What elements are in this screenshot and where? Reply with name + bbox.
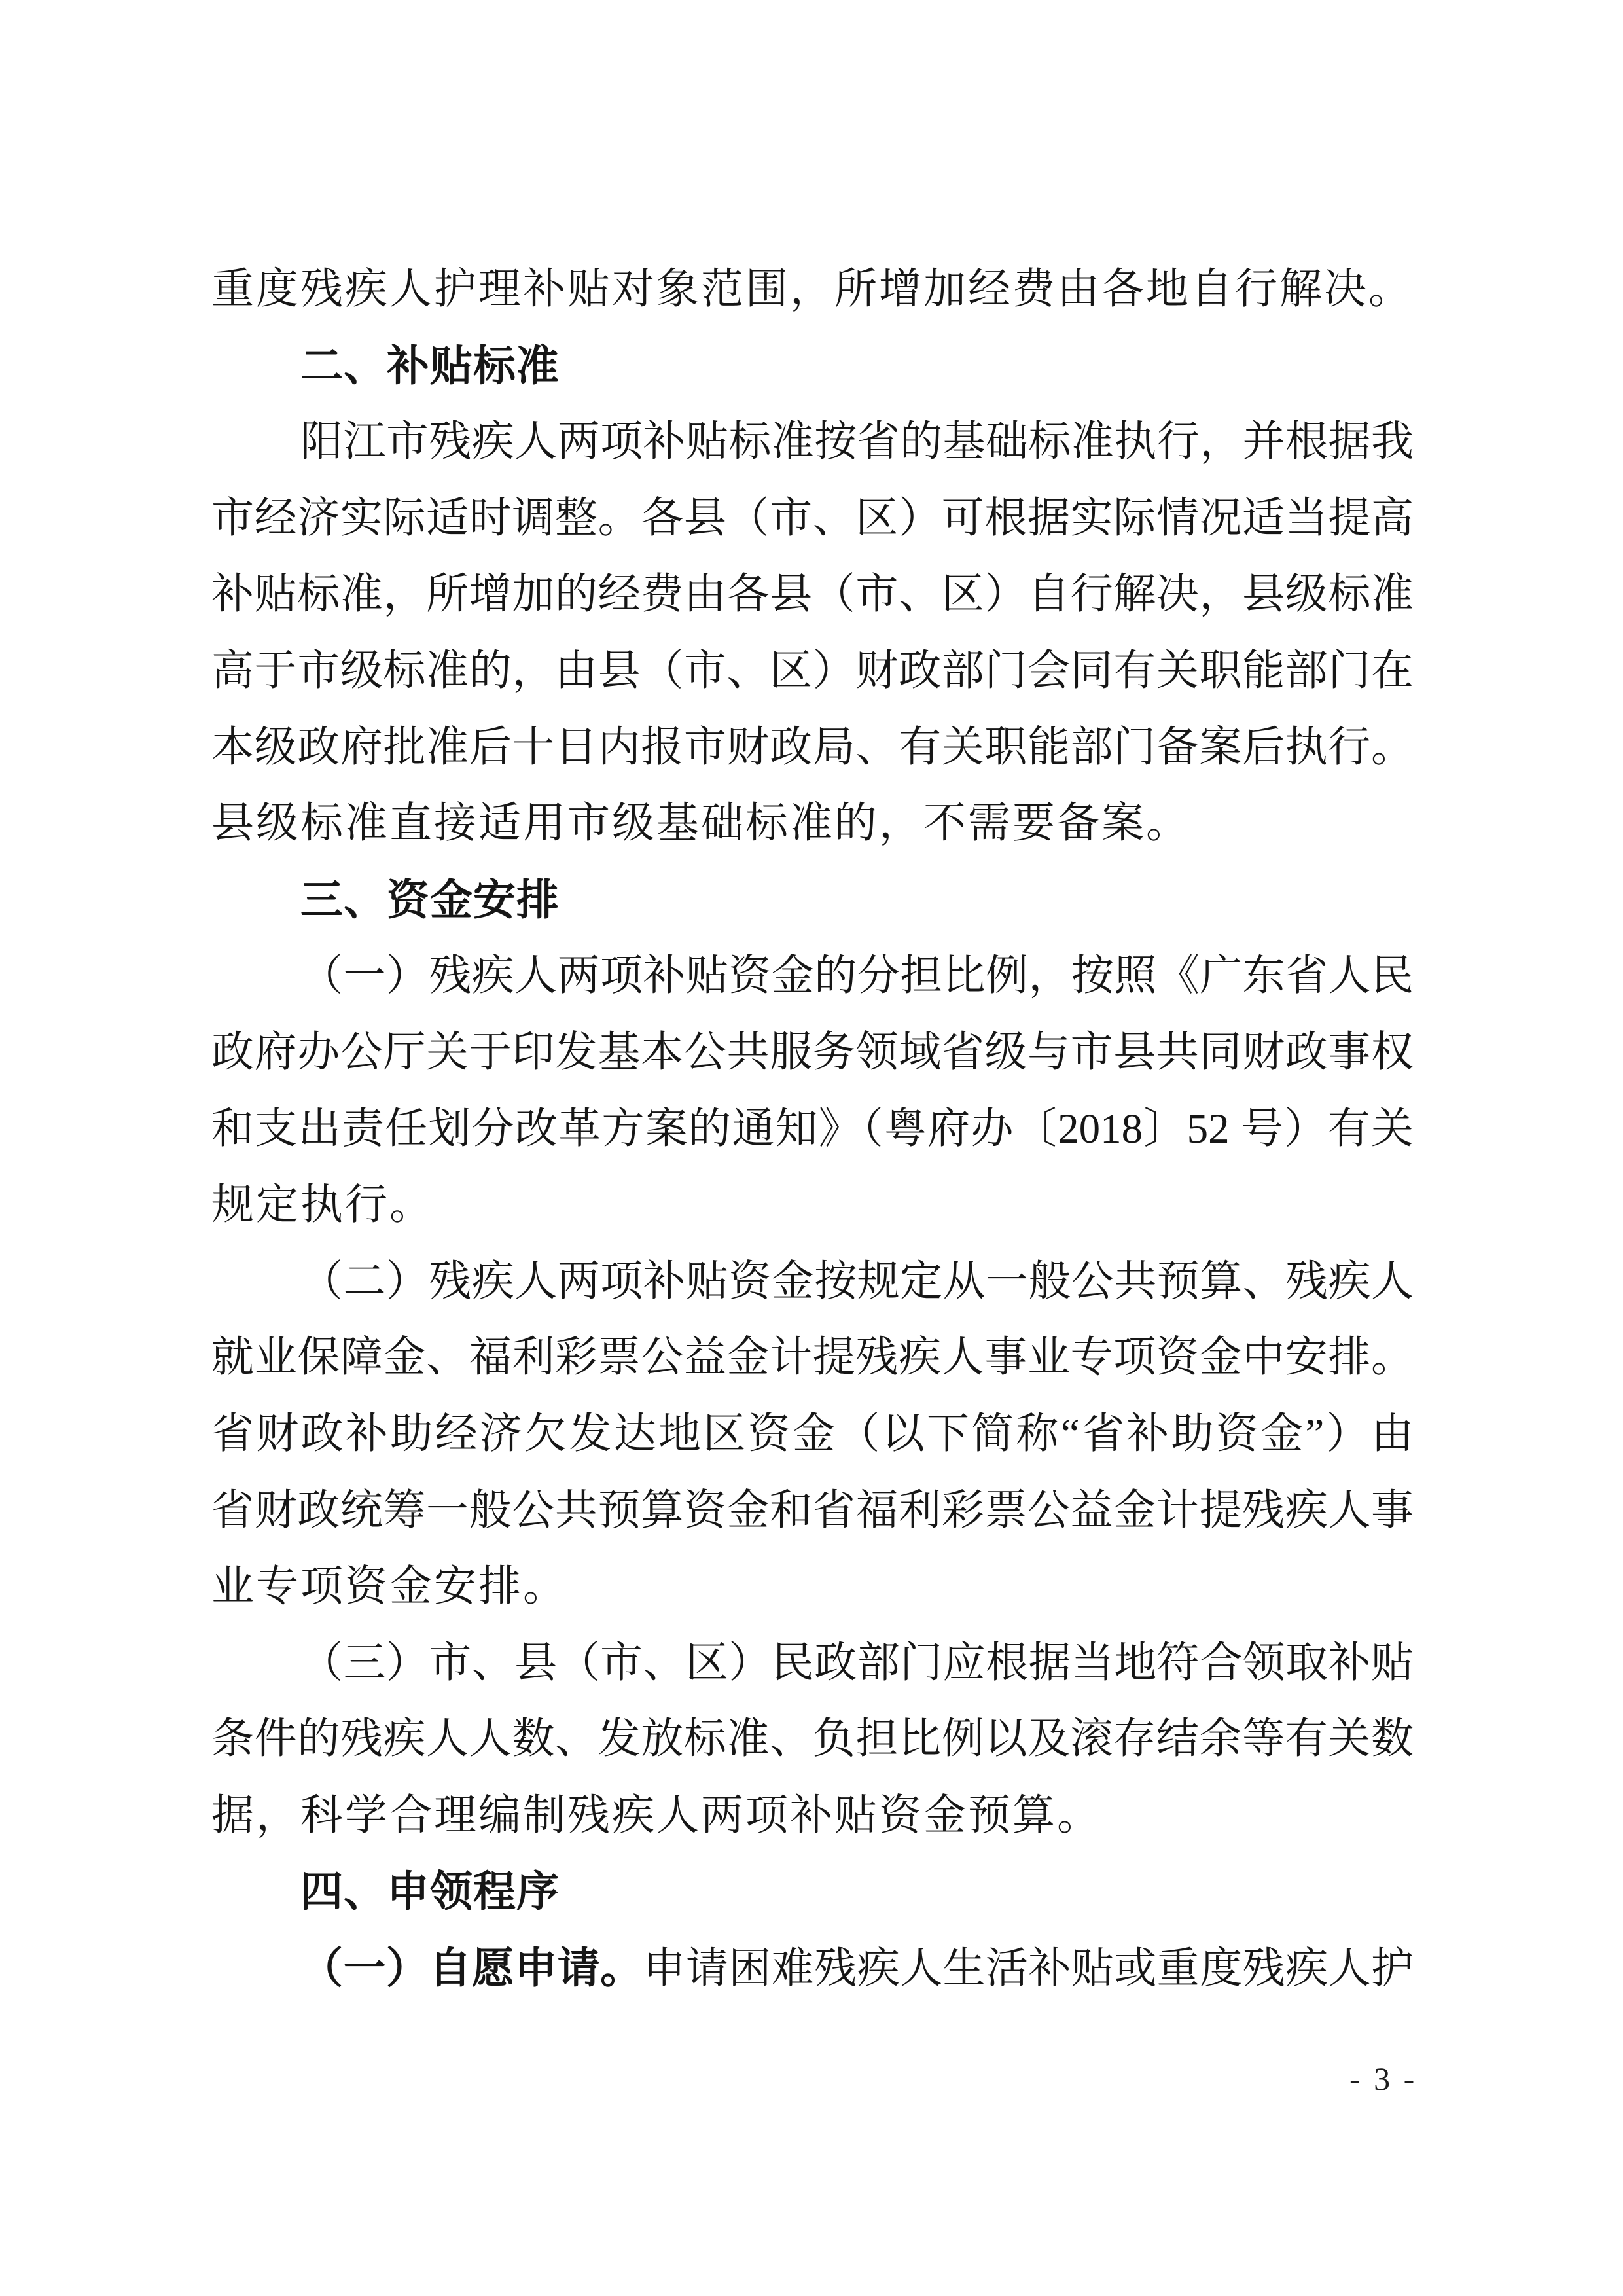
text-line: 政府办公厅关于印发基本公共服务领域省级与市县共同财政事权: [211, 1028, 1414, 1076]
section-heading-4: 四、申领程序: [300, 1867, 560, 1916]
text-line: 市经济实际适时调整。各县（市、区）可根据实际情况适当提高: [211, 494, 1414, 542]
paragraph-lead-bold: （一）自愿申请。: [300, 1944, 643, 1992]
text-line: （三）市、县（市、区）民政部门应根据当地符合领取补贴: [300, 1639, 1414, 1687]
text-line: 和支出责任划分改革方案的通知》（粤府办〔2018〕52 号）有关: [211, 1105, 1414, 1153]
text-line: 阳江市残疾人两项补贴标准按省的基础标准执行，并根据我: [300, 418, 1414, 466]
text-line: （一）残疾人两项补贴资金的分担比例，按照《广东省人民: [300, 952, 1414, 1000]
text-line: 业专项资金安排。: [211, 1563, 568, 1611]
text-line: 县级标准直接适用市级基础标准的，不需要备案。: [211, 800, 1191, 848]
document-body: [211, 251, 1414, 2007]
text-line: 规定执行。: [211, 1181, 435, 1229]
text-line: 条件的残疾人人数、发放标准、负担比例以及滚存结余等有关数: [211, 1715, 1414, 1763]
paragraph-continuation: 申请困难残疾人生活补贴或重度残疾人护: [643, 1945, 1414, 1993]
text-line: 高于市级标准的，由县（市、区）财政部门会同有关职能部门在: [211, 647, 1414, 694]
text-line: 省财政补助经济欠发达地区资金（以下简称“省补助资金”）由: [211, 1410, 1414, 1458]
text-line: 就业保障金、福利彩票公益金计提残疾人事业专项资金中安排。: [211, 1334, 1414, 1382]
text-line: （二）残疾人两项补贴资金按规定从一般公共预算、残疾人: [300, 1257, 1414, 1305]
text-line: 补贴标准，所增加的经费由各县（市、区）自行解决，县级标准: [211, 571, 1414, 619]
page-number: - 3 -: [1349, 2060, 1418, 2097]
text-line: 本级政府批准后十日内报市财政局、有关职能部门备案后执行。: [211, 723, 1414, 771]
text-line: 重度残疾人护理补贴对象范围，所增加经费由各地自行解决。: [211, 266, 1414, 313]
section-heading-3: 三、资金安排: [300, 875, 560, 924]
text-line: [211, 1930, 1414, 2007]
text-line: 省财政统筹一般公共预算资金和省福利彩票公益金计提残疾人事: [211, 1486, 1414, 1534]
text-line: 据，科学合理编制残疾人两项补贴资金预算。: [211, 1791, 1102, 1839]
section-heading-2: 二、补贴标准: [300, 341, 560, 389]
